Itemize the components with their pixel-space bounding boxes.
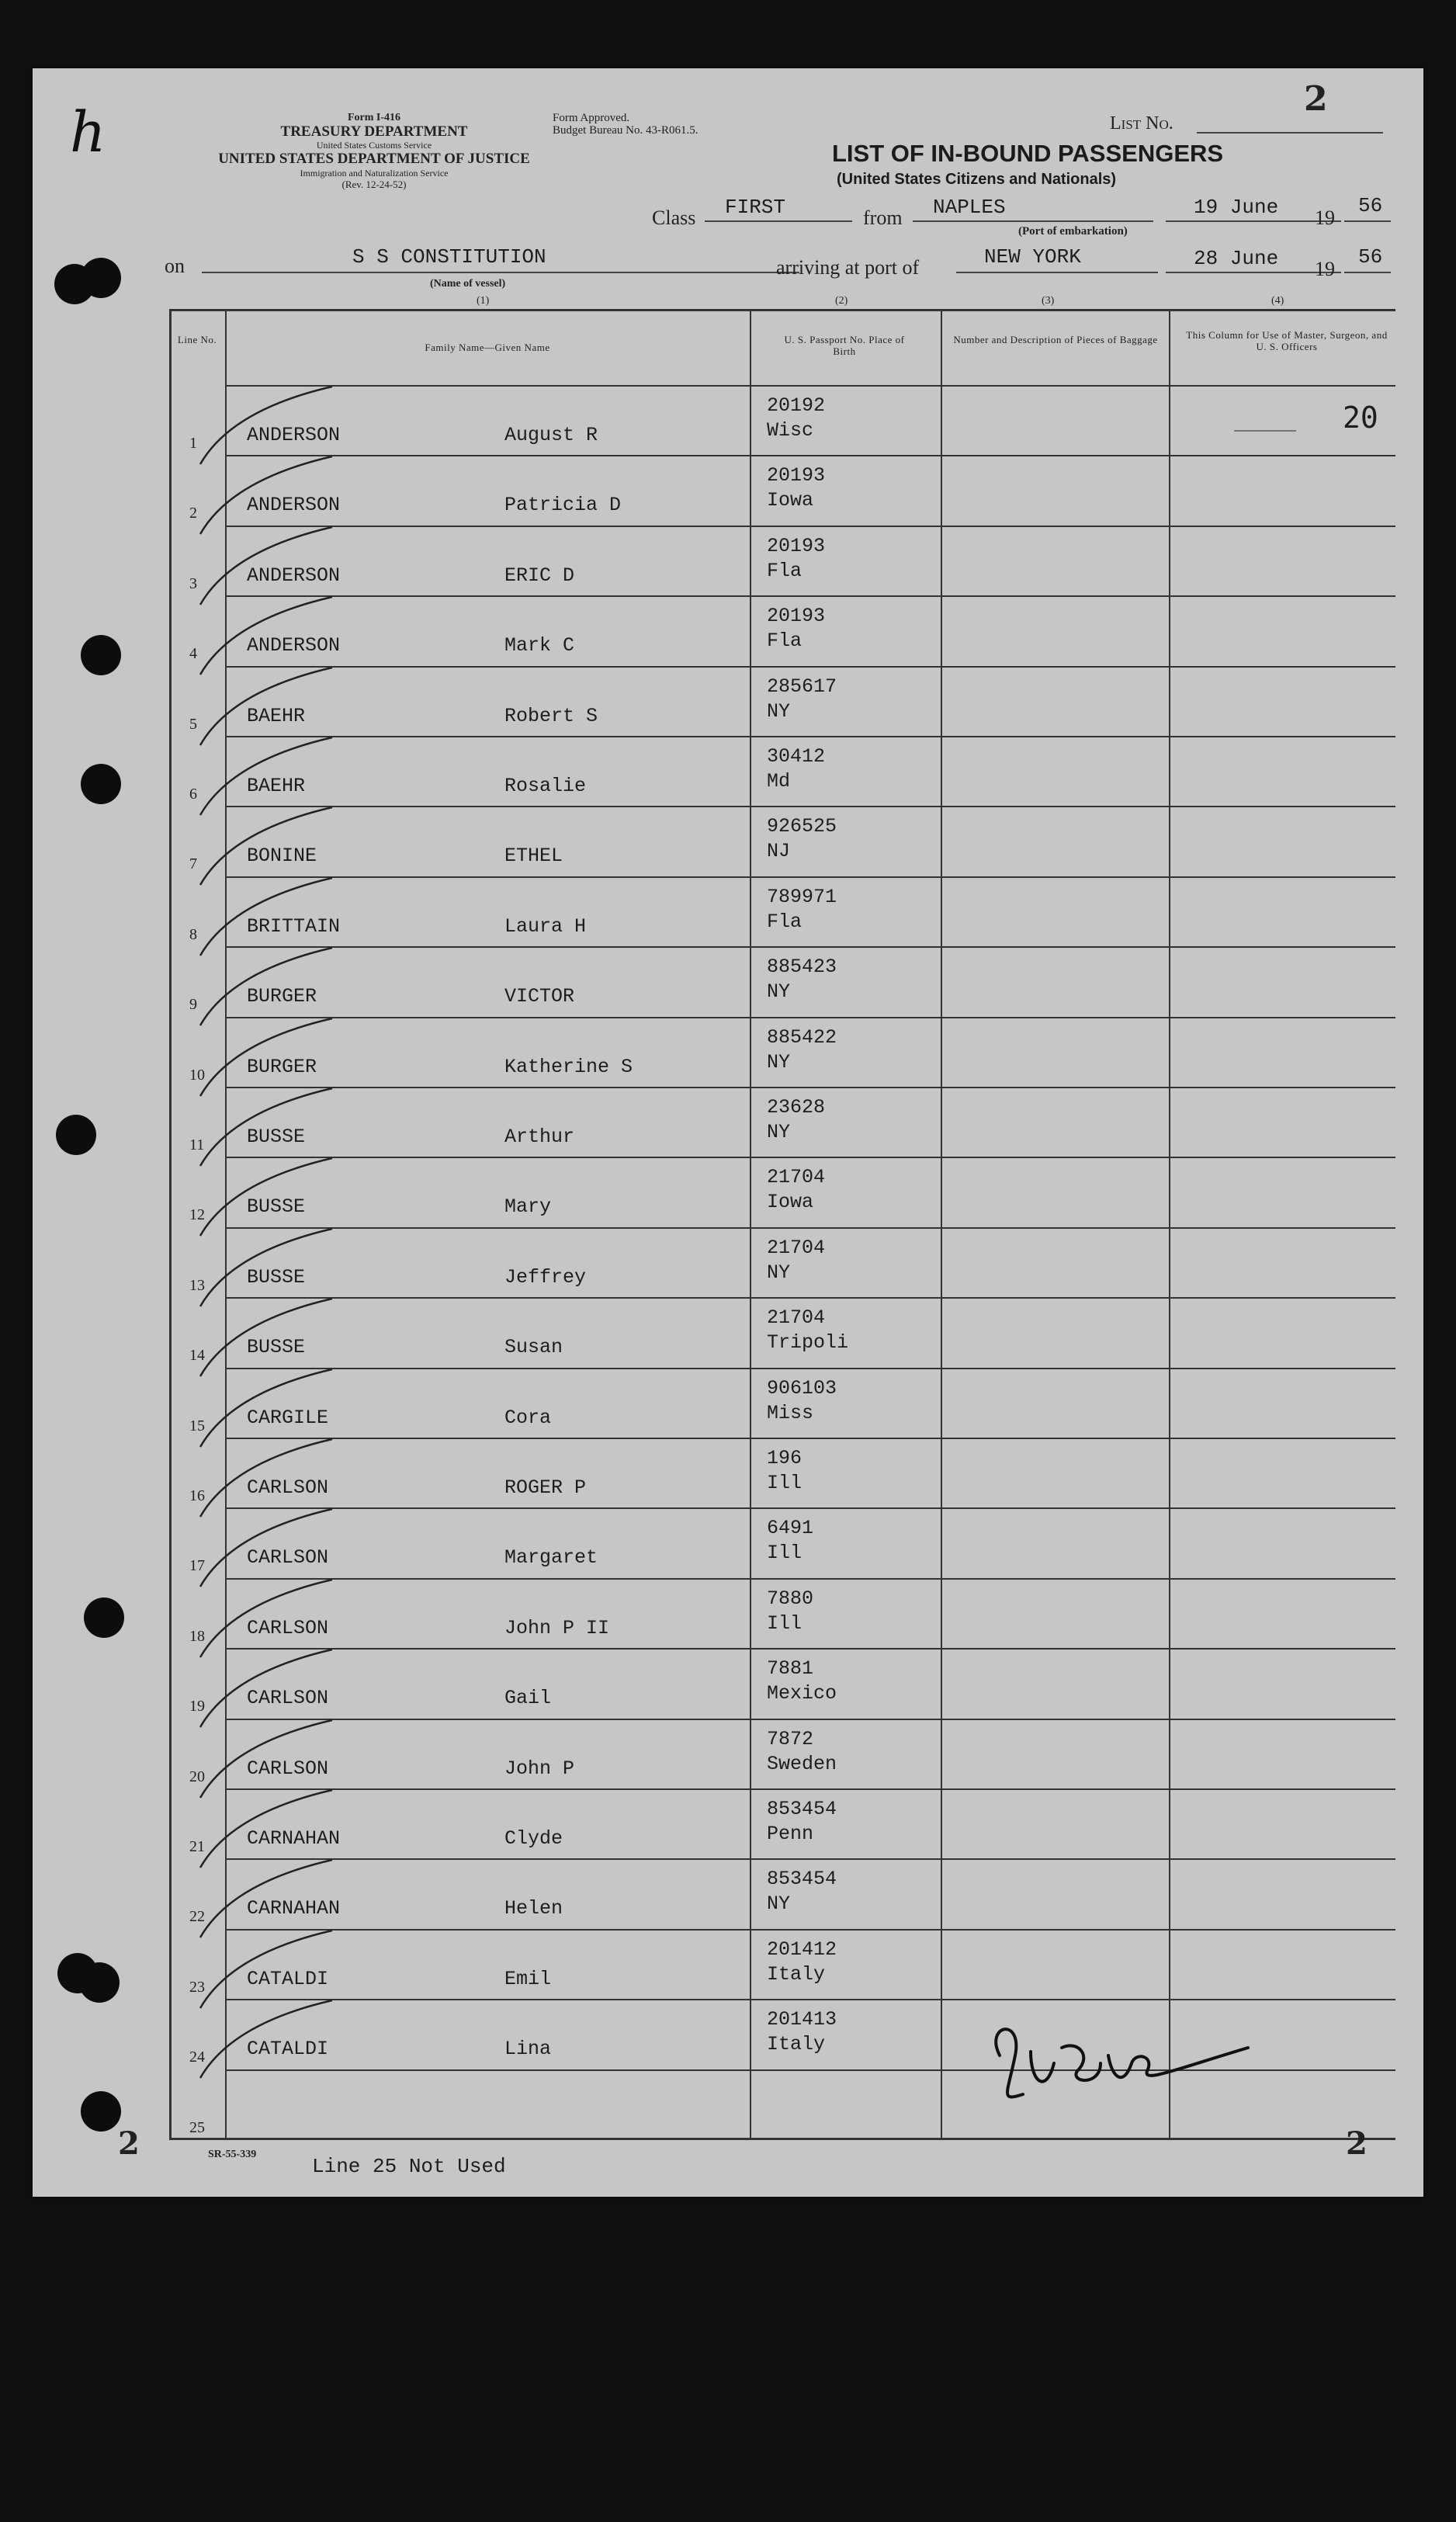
passenger-table [169,309,1395,2139]
row-family-name: CARLSON [247,1546,329,1570]
row-family-name: CARLSON [247,1687,329,1710]
row-passport-no: 885422 [767,1025,837,1049]
row-divider [225,1368,1395,1369]
row-passport-no: 21704 [767,1166,826,1189]
row-line-number: 22 [189,1908,205,1926]
row-line-number: 6 [189,786,197,803]
row-passport-no: 789971 [767,885,837,908]
departure-year: 56 [1358,194,1383,217]
row-birthplace: NY [767,980,791,1004]
footer-form-code: SR-55-339 [208,2149,257,2160]
row-given-name: Patricia D [504,494,622,517]
row-given-name: ETHEL [504,845,563,868]
row-divider [225,526,1395,527]
row-birthplace: Miss [767,1401,814,1424]
row-given-name: Jeffrey [504,1265,587,1289]
row-divider [225,806,1395,807]
row-birthplace: Iowa [767,489,814,512]
row-family-name: BONINE [247,845,317,868]
header-bottom-border [225,385,1395,387]
from-label: from [863,206,903,229]
officer-signature [976,2009,1256,2110]
form-block [172,112,576,190]
from-underline [913,220,1153,222]
row-line-number: 21 [189,1838,205,1855]
row-given-name: John P II [504,1616,610,1639]
row-birthplace: NY [767,1121,791,1143]
page-title: LIST OF IN-BOUND PASSENGERS [832,140,1224,167]
row-passport-no: 20192 [767,394,826,417]
row-given-name: Gail [504,1687,552,1710]
row-line-number: 8 [189,925,197,943]
row-line-number: 9 [189,996,197,1014]
row-passport-no: 20193 [767,534,826,557]
footer-right-mark: 2 [1346,2125,1368,2162]
row-given-name: ERIC D [504,564,575,587]
row-given-name: VICTOR [504,985,575,1008]
list-no-label: List No. [1110,113,1173,134]
row-family-name: ANDERSON [247,494,341,517]
punch-hole [84,1597,124,1638]
row-given-name: Mark C [504,634,575,657]
row-family-name: ANDERSON [247,634,341,657]
punch-hole [81,635,121,675]
row-divider [225,1578,1395,1580]
row-given-name: August R [504,424,598,446]
row-family-name: BUSSE [247,1126,306,1148]
row-passport-no: 20193 [767,464,826,487]
class-underline [705,220,852,222]
row-passport-no: 201412 [767,1937,837,1961]
arrival-date: 28 June [1194,247,1279,270]
arrival-port: NEW YORK [984,245,1081,269]
col-number-2: (2) [835,295,848,307]
punch-hole [81,2091,121,2132]
row-divider [225,666,1395,668]
ins-service: Immigration and Naturalization Service [300,168,449,179]
row-passport-no: 6491 [767,1517,814,1540]
row-family-name: ANDERSON [247,424,341,446]
punch-hole [81,764,121,804]
row-family-name: ANDERSON [247,564,341,587]
name-divider [750,309,751,2139]
class-value: FIRST [725,196,786,219]
from-value: NAPLES [933,196,1006,219]
row-divider [225,1017,1395,1018]
row-passport-no: 23628 [767,1096,826,1119]
row-line-number: 24 [189,2048,205,2066]
arrival-year-underline [1344,272,1391,273]
row-given-name: Margaret [504,1546,598,1570]
row-divider [225,1157,1395,1158]
table-top-border [169,309,1395,311]
row-family-name: BRITTAIN [247,914,341,938]
row-given-name: Arthur [504,1126,575,1148]
row-line-number: 7 [189,855,197,873]
vessel-name: S S CONSTITUTION [352,245,546,269]
row-family-name: BAEHR [247,775,306,797]
page-subtitle: (United States Citizens and Nationals) [837,171,1117,188]
arrival-year: 56 [1358,245,1383,269]
row-divider [225,595,1395,597]
class-label: Class [652,206,696,229]
row-passport-no: 7880 [767,1587,814,1610]
row-family-name: CARNAHAN [247,1827,341,1850]
justice-dept: UNITED STATES DEPARTMENT OF JUSTICE [218,151,530,167]
table-bottom-border [169,2138,1395,2140]
row-birthplace: Mexico [767,1682,837,1705]
table-left-border [169,309,172,2139]
row-line-number: 3 [189,574,197,592]
row-family-name: CATALDI [247,1967,329,1990]
row-family-name: BAEHR [247,704,306,727]
embarkation-label: (Port of embarkation) [1018,225,1128,238]
row-birthplace: Fla [767,630,803,653]
row-divider [225,1788,1395,1790]
arrival-year-prefix: 19 [1315,258,1335,280]
row-passport-no: 20193 [767,605,826,628]
row-given-name: Rosalie [504,775,587,797]
punch-hole [81,258,121,298]
row-divider [225,946,1395,948]
row-given-name: Mary [504,1195,552,1219]
row-family-name: CARLSON [247,1616,329,1639]
row-given-name: Helen [504,1897,563,1920]
punch-hole [79,1962,120,2003]
row-divider [225,1858,1395,1860]
row-line-number: 18 [189,1627,205,1645]
departure-year-underline [1344,220,1391,222]
row-given-name: Katherine S [504,1055,633,1078]
row-given-name: John P [504,1757,575,1780]
row-family-name: CATALDI [247,2038,329,2061]
row-line-number: 11 [189,1136,205,1153]
row-birthplace: Ill [767,1472,803,1494]
approval-line1: Form Approved. [553,112,630,124]
baggage-divider [1169,309,1170,2139]
row-divider [225,455,1395,456]
corner-page-mark: 2 [1304,79,1328,119]
row-birthplace: Md [767,770,791,793]
punch-hole [56,1115,96,1155]
row-line-number: 19 [189,1698,205,1715]
row-passport-no: 926525 [767,815,837,838]
row-passport-no: 30412 [767,745,826,768]
form-revision: (Rev. 12-24-52) [341,179,407,190]
approval-line2: Budget Bureau No. 43-R061.5. [553,124,699,137]
departure-year-prefix: 19 [1315,206,1335,229]
row-birthplace: NJ [767,840,791,863]
row-given-name: Emil [504,1967,552,1990]
row-passport-no: 906103 [767,1376,837,1400]
row-line-number: 12 [189,1206,205,1224]
col-number-3: (3) [1042,295,1055,307]
row-passport-no: 853454 [767,1868,837,1891]
row-line-number: 14 [189,1347,205,1365]
row-divider [225,1929,1395,1931]
row-birthplace: NY [767,699,791,723]
footer-note: Line 25 Not Used [312,2155,506,2178]
footer-left-mark: 2 [118,2125,140,2162]
row-birthplace: NY [767,1050,791,1074]
pencil-mark: h [70,99,106,165]
row-given-name: Clyde [504,1827,563,1850]
row-divider [225,736,1395,737]
passport-divider [941,309,942,2139]
row-line-number: 25 [189,2118,205,2136]
row-line-number: 15 [189,1417,205,1434]
row-birthplace: Tripoli [767,1331,849,1355]
row-divider [225,1438,1395,1439]
row-line-number: 13 [189,1276,205,1294]
row-line-number: 23 [189,1978,205,1996]
header-passport: U. S. Passport No. Place of Birth [784,334,905,357]
row-birthplace: Italy [767,1962,826,1986]
row-divider [225,1227,1395,1229]
row-passport-no: 285617 [767,675,837,698]
row-given-name: Laura H [504,914,587,938]
row-line-number: 2 [189,505,197,522]
row-birthplace: Wisc [767,419,814,442]
officer-note: 20 [1343,401,1378,435]
row-birthplace: NY [767,1892,791,1916]
arriving-label: arriving at port of [776,256,920,279]
row-passport-no: 885423 [767,956,837,979]
row-given-name: ROGER P [504,1476,587,1499]
row-family-name: BUSSE [247,1265,306,1289]
row-birthplace: Ill [767,1542,803,1565]
row-divider [225,1507,1395,1509]
row-given-name: Lina [504,2038,552,2061]
treasury-dept: TREASURY DEPARTMENT [280,123,468,140]
row-given-name: Robert S [504,704,598,727]
row-line-number: 16 [189,1487,205,1504]
row-family-name: BURGER [247,1055,317,1078]
row-passport-no: 196 [767,1447,803,1469]
row-passport-no: 21704 [767,1236,826,1259]
row-family-name: CARGILE [247,1406,329,1429]
row-line-number: 10 [189,1066,205,1084]
form-number: Form I-416 [347,112,401,123]
row-family-name: BUSSE [247,1195,306,1219]
row-family-name: CARLSON [247,1476,329,1499]
header-name: Family Name—Given Name [425,342,550,353]
row-divider [225,1297,1395,1299]
row-divider [225,1648,1395,1650]
row-birthplace: Fla [767,559,803,582]
row-birthplace: Sweden [767,1752,837,1775]
row-passport-no: 201413 [767,2008,837,2031]
row-birthplace: NY [767,1261,791,1284]
vessel-underline [202,272,799,273]
row-family-name: CARNAHAN [247,1897,341,1920]
customs-service: United States Customs Service [316,140,432,151]
vessel-label: (Name of vessel) [430,278,506,290]
row-divider [225,1719,1395,1720]
row-passport-no: 853454 [767,1798,837,1820]
header-baggage: Number and Description of Pieces of Baggage [953,334,1158,345]
row-line-number: 20 [189,1767,205,1785]
departure-date: 19 June [1194,196,1279,219]
arrival-port-underline [956,272,1158,273]
row-divider [225,876,1395,878]
row-line-number: 17 [189,1557,205,1575]
row-family-name: CARLSON [247,1757,329,1780]
row-passport-no: 7872 [767,1727,814,1750]
row-given-name: Cora [504,1406,552,1429]
row-birthplace: Iowa [767,1191,814,1214]
row-birthplace: Fla [767,910,803,933]
row-birthplace: Penn [767,1823,814,1845]
check-mark [185,1993,340,2086]
col-number-1: (1) [477,295,490,307]
row-divider [225,1999,1395,2000]
row-line-number: 5 [189,715,197,733]
on-label: on [165,255,185,277]
row-passport-no: 21704 [767,1306,826,1330]
list-no-line [1197,132,1383,134]
row-given-name: Susan [504,1336,563,1359]
header-line-no: Line No. [177,334,217,345]
col-number-4: (4) [1271,295,1284,307]
approval-block [553,112,698,137]
row-line-number: 1 [189,435,197,452]
row-line-number: 4 [189,645,197,663]
row-birthplace: Ill [767,1611,803,1635]
row-divider [225,1087,1395,1088]
header-officers: This Column for Use of Master, Surgeon, and U. S. Officers [1186,329,1388,352]
officer-dash-mark [1234,430,1296,432]
row-family-name: BURGER [247,985,317,1008]
row-birthplace: Italy [767,2033,826,2056]
row-passport-no: 7881 [767,1657,814,1681]
row-family-name: BUSSE [247,1336,306,1359]
